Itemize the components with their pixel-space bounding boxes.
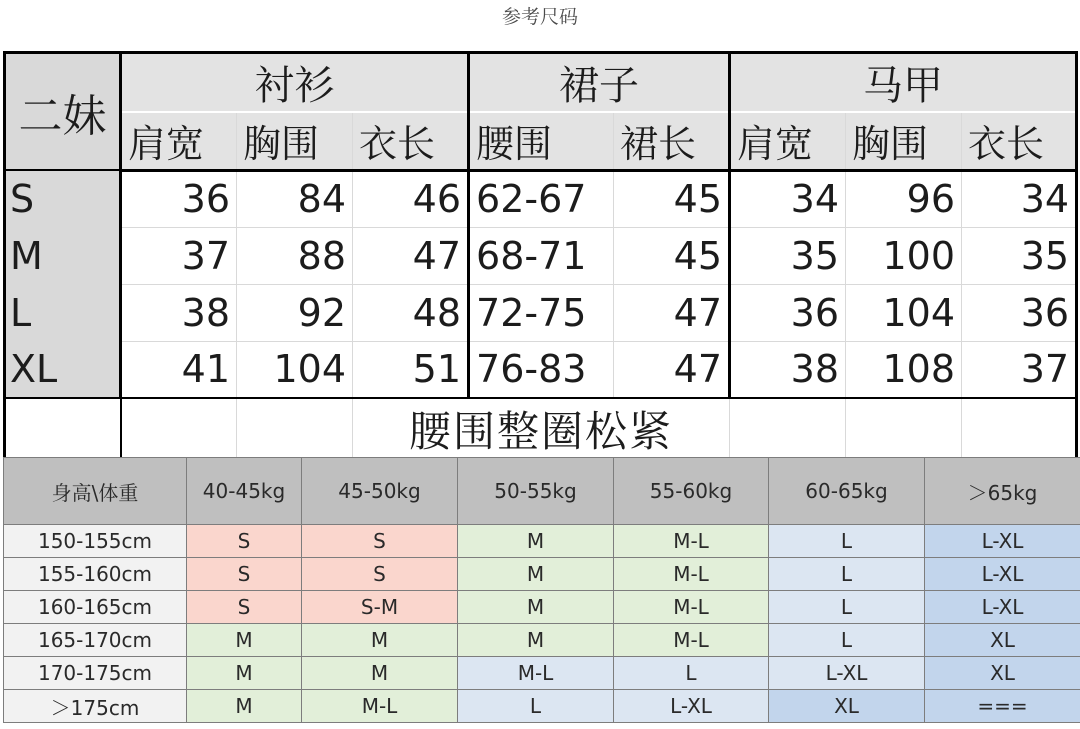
cell: 47 xyxy=(353,227,469,284)
size-cell: M-L xyxy=(614,624,769,657)
size-label: S xyxy=(5,170,121,227)
cell: 108 xyxy=(846,341,962,398)
cell: 34 xyxy=(962,170,1077,227)
size-cell: L-XL xyxy=(925,558,1080,591)
size-row xyxy=(5,341,1077,398)
size-cell: XL xyxy=(925,657,1080,690)
size-cell: XL xyxy=(925,624,1080,657)
cell: 38 xyxy=(730,341,846,398)
size-cell: L xyxy=(614,657,769,690)
cell: 36 xyxy=(962,284,1077,341)
size-cell: M xyxy=(187,624,302,657)
size-cell: M xyxy=(458,624,614,657)
table-row xyxy=(4,690,1080,723)
cell: 35 xyxy=(962,227,1077,284)
size-table xyxy=(3,51,1078,462)
size-cell: L xyxy=(769,591,925,624)
size-cell: L xyxy=(769,624,925,657)
size-cell: S xyxy=(187,525,302,558)
height-label: 170-175cm xyxy=(4,657,187,690)
brand-name: 二妹 xyxy=(5,53,121,171)
size-cell: M xyxy=(302,657,458,690)
cell: 34 xyxy=(730,170,846,227)
size-cell: M xyxy=(458,591,614,624)
col-vest-shoulder: 肩宽 xyxy=(730,112,846,170)
cell: 104 xyxy=(237,341,353,398)
group-vest: 马甲 xyxy=(730,53,1077,113)
height-label: 160-165cm xyxy=(4,591,187,624)
cell: 45 xyxy=(614,170,730,227)
size-label: XL xyxy=(5,341,121,398)
group-shirt: 衬衫 xyxy=(121,53,469,113)
corner-header: 身高\体重 xyxy=(4,458,187,525)
cell: 84 xyxy=(237,170,353,227)
size-chart xyxy=(3,51,1075,456)
size-cell: XL xyxy=(769,690,925,723)
table-row xyxy=(4,591,1080,624)
size-cell: M-L xyxy=(458,657,614,690)
weight-header: 40-45kg xyxy=(187,458,302,525)
cell: 100 xyxy=(846,227,962,284)
cell: 47 xyxy=(614,284,730,341)
size-cell: M xyxy=(187,690,302,723)
size-cell: M-L xyxy=(614,558,769,591)
size-cell: S-M xyxy=(302,591,458,624)
note-row xyxy=(5,398,1077,461)
weight-header: 50-55kg xyxy=(458,458,614,525)
table-row xyxy=(4,525,1080,558)
cell: 96 xyxy=(846,170,962,227)
height-label: 155-160cm xyxy=(4,558,187,591)
table-row xyxy=(4,624,1080,657)
weight-header: 45-50kg xyxy=(302,458,458,525)
size-cell: M xyxy=(187,657,302,690)
size-cell: S xyxy=(302,525,458,558)
cell: 47 xyxy=(614,341,730,398)
cell: 68-71 xyxy=(469,227,614,284)
cell: 48 xyxy=(353,284,469,341)
size-row xyxy=(5,284,1077,341)
cell: 76-83 xyxy=(469,341,614,398)
waist-note: 腰围整圈松紧 xyxy=(353,398,730,461)
cell: 104 xyxy=(846,284,962,341)
table-row xyxy=(4,657,1080,690)
size-cell: L-XL xyxy=(925,525,1080,558)
col-vest-chest: 胸围 xyxy=(846,112,962,170)
size-row xyxy=(5,227,1077,284)
cell: 36 xyxy=(121,170,237,227)
height-label: 165-170cm xyxy=(4,624,187,657)
col-skirt-waist: 腰围 xyxy=(469,112,614,170)
cell: 92 xyxy=(237,284,353,341)
col-shirt-shoulder: 肩宽 xyxy=(121,112,237,170)
col-shirt-chest: 胸围 xyxy=(237,112,353,170)
page-title: 参考尺码 xyxy=(501,6,578,28)
size-cell: L-XL xyxy=(614,690,769,723)
col-skirt-length: 裙长 xyxy=(614,112,730,170)
table-row xyxy=(4,558,1080,591)
size-cell: L xyxy=(769,558,925,591)
size-cell: S xyxy=(187,558,302,591)
recommendation-chart xyxy=(3,457,1080,719)
size-cell: M-L xyxy=(614,591,769,624)
cell: 41 xyxy=(121,341,237,398)
cell: 88 xyxy=(237,227,353,284)
cell: 46 xyxy=(353,170,469,227)
col-vest-length: 衣长 xyxy=(962,112,1077,170)
cell: 36 xyxy=(730,284,846,341)
cell: 37 xyxy=(121,227,237,284)
size-cell: S xyxy=(302,558,458,591)
size-cell: L xyxy=(769,525,925,558)
cell: 35 xyxy=(730,227,846,284)
size-label: M xyxy=(5,227,121,284)
col-shirt-length: 衣长 xyxy=(353,112,469,170)
cell: 37 xyxy=(962,341,1077,398)
weight-header: ＞65kg xyxy=(925,458,1080,525)
size-cell: === xyxy=(925,690,1080,723)
size-cell: L-XL xyxy=(925,591,1080,624)
size-cell: L-XL xyxy=(769,657,925,690)
weight-header: 60-65kg xyxy=(769,458,925,525)
height-label: ＞175cm xyxy=(4,690,187,723)
size-cell: S xyxy=(187,591,302,624)
size-label: L xyxy=(5,284,121,341)
size-cell: M xyxy=(302,624,458,657)
group-skirt: 裙子 xyxy=(469,53,730,113)
weight-header: 55-60kg xyxy=(614,458,769,525)
size-cell: M xyxy=(458,525,614,558)
size-cell: M-L xyxy=(302,690,458,723)
recommendation-table xyxy=(3,457,1080,723)
cell: 38 xyxy=(121,284,237,341)
cell: 51 xyxy=(353,341,469,398)
size-row xyxy=(5,170,1077,227)
cell: 62-67 xyxy=(469,170,614,227)
height-label: 150-155cm xyxy=(4,525,187,558)
size-cell: M-L xyxy=(614,525,769,558)
cell: 45 xyxy=(614,227,730,284)
cell: 72-75 xyxy=(469,284,614,341)
size-cell: M xyxy=(458,558,614,591)
size-cell: L xyxy=(458,690,614,723)
